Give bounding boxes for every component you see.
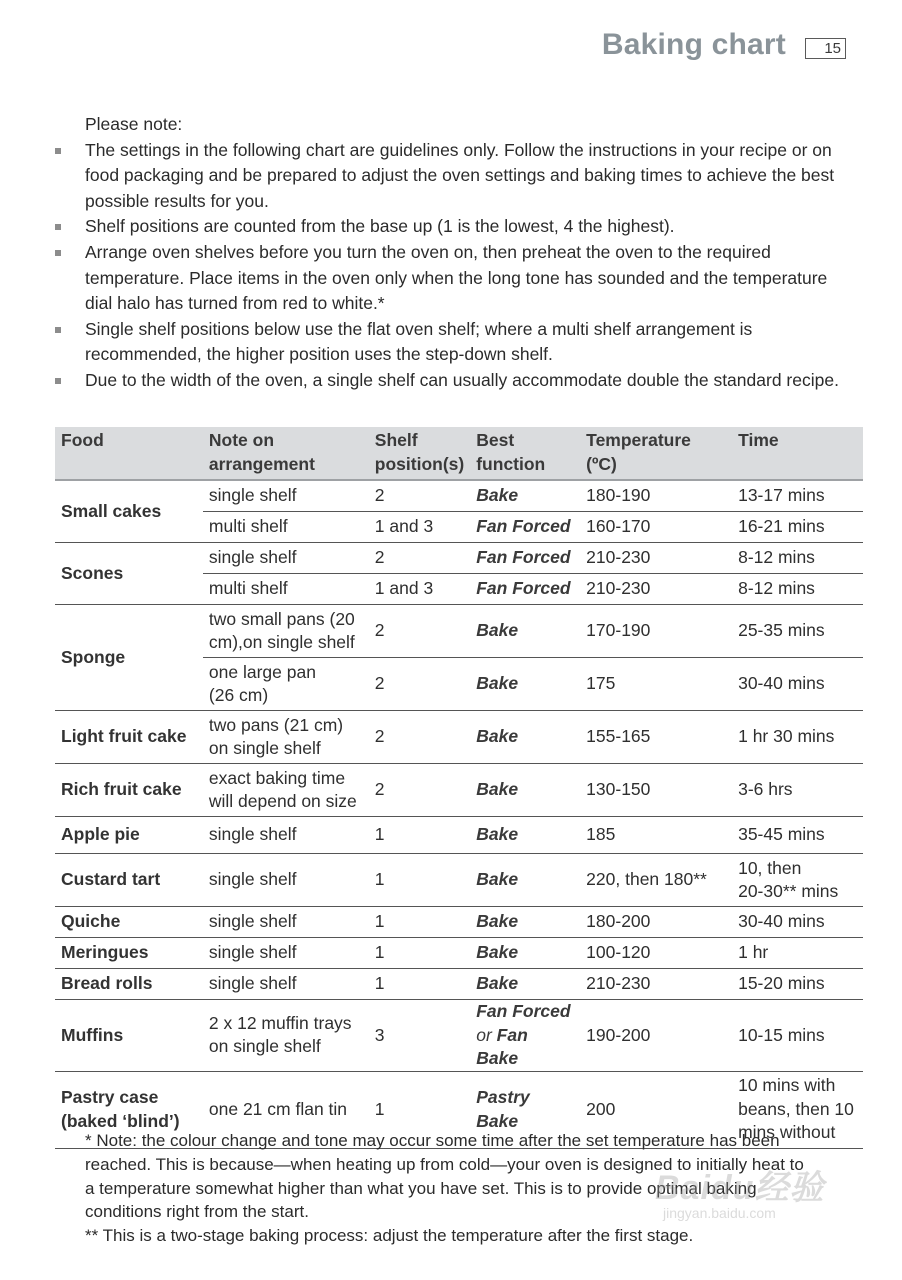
table-row: Quiche single shelf 1 Bake 180-200 30-40 mins [55, 907, 863, 938]
list-item: Arrange oven shelves before you turn the oven on, then preheat the oven to the required temperature. Place items in the oven only when the long tone has sounded and the temperature dial halo has turned from red to white.* [55, 240, 855, 317]
food-name: Light fruit cake [55, 711, 203, 764]
list-item: Single shelf positions below use the flat oven shelf; where a multi shelf arrangement is recommended, the higher position uses the step-down shelf. [55, 317, 855, 368]
food-name: Custard tart [55, 854, 203, 907]
notes-label: Please note: [85, 114, 183, 134]
food-name: Muffins [55, 1000, 203, 1072]
notes-section [55, 112, 855, 394]
food-name: Apple pie [55, 817, 203, 854]
baking-chart-table [55, 427, 863, 1149]
table-row: Small cakes single shelf 2 Bake 180-190 13-17 mins [55, 480, 863, 512]
table-row: Apple pie single shelf 1 Bake 185 35-45 mins [55, 817, 863, 854]
table-header-row [55, 427, 863, 480]
table-row: one large pan (26 cm) 2 Bake 175 30-40 mins [55, 658, 863, 711]
bullet-icon [55, 378, 61, 384]
list-item: The settings in the following chart are guidelines only. Follow the instructions in your recipe or on food packaging and be prepared to adjust the oven settings and baking times to achieve the best possible results for you. [55, 138, 855, 215]
list-item: Shelf positions are counted from the base up (1 is the lowest, 4 the highest). [55, 214, 855, 240]
food-name: Sponge [55, 605, 203, 711]
food-name: Meringues [55, 938, 203, 969]
food-name: Pastry case (baked ‘blind’) [55, 1071, 203, 1148]
food-name: Scones [55, 543, 203, 605]
food-name: Bread rolls [55, 969, 203, 1000]
table-row: Bread rolls single shelf 1 Bake 210-230 15-20 mins [55, 969, 863, 1000]
header-shelf: Shelf position(s) [369, 427, 470, 480]
watermark-logo: Baidu经验 jingyan.baidu.com [655, 1169, 825, 1221]
header-function: Best function [470, 427, 580, 480]
page-title: Baking chart [601, 28, 786, 61]
bullet-icon [55, 148, 61, 154]
food-name: Small cakes [55, 480, 203, 543]
header-food: Food [55, 427, 203, 480]
food-name: Quiche [55, 907, 203, 938]
food-name: Rich fruit cake [55, 764, 203, 817]
notes-list [55, 138, 855, 394]
footnote-1: * Note: the colour change and tone may occur some time after the set temperature has been reached. This is because—when heating up from cold—your oven is designed to initially heat to a temperature somewhat higher than what you have set. This is to provide optimal baking conditions right from the start. [85, 1131, 804, 1222]
header-note: Note on arrangement [203, 427, 369, 480]
table-row: multi shelf 1 and 3 Fan Forced 160-170 16-21 mins [55, 512, 863, 543]
bullet-icon [55, 327, 61, 333]
bullet-icon [55, 250, 61, 256]
table-row: Custard tart single shelf 1 Bake 220, then 180** 10, then 20-30** mins [55, 854, 863, 907]
table-row: Sponge two small pans (20 cm),on single shelf 2 Bake 170-190 25-35 mins [55, 605, 863, 658]
table-row: Meringues single shelf 1 Bake 100-120 1 hr [55, 938, 863, 969]
footnote-2: ** This is a two-stage baking process: adjust the temperature after the first stage. [85, 1226, 694, 1246]
bullet-icon [55, 224, 61, 230]
table-row: multi shelf 1 and 3 Fan Forced 210-230 8-12 mins [55, 574, 863, 605]
table-row: Muffins 2 x 12 muffin trays on single shelf 3 Fan Forced or Fan Bake 190-200 10-15 mins [55, 1000, 863, 1072]
table-row: Scones single shelf 2 Fan Forced 210-230 8-12 mins [55, 543, 863, 574]
table-row: Pastry case (baked ‘blind’) one 21 cm flan tin 1 Pastry Bake 200 10 mins with beans, then 10 mins without [55, 1071, 863, 1148]
header-temperature: Temperature (ºC) [580, 427, 732, 480]
table-row: Light fruit cake two pans (21 cm) on single shelf 2 Bake 155-165 1 hr 30 mins [55, 711, 863, 764]
list-item: Due to the width of the oven, a single shelf can usually accommodate double the standard recipe. [55, 368, 855, 394]
header-time: Time [732, 427, 863, 480]
page-number: 15 [805, 38, 846, 59]
table-row: Rich fruit cake exact baking time will depend on size 2 Bake 130-150 3-6 hrs [55, 764, 863, 817]
